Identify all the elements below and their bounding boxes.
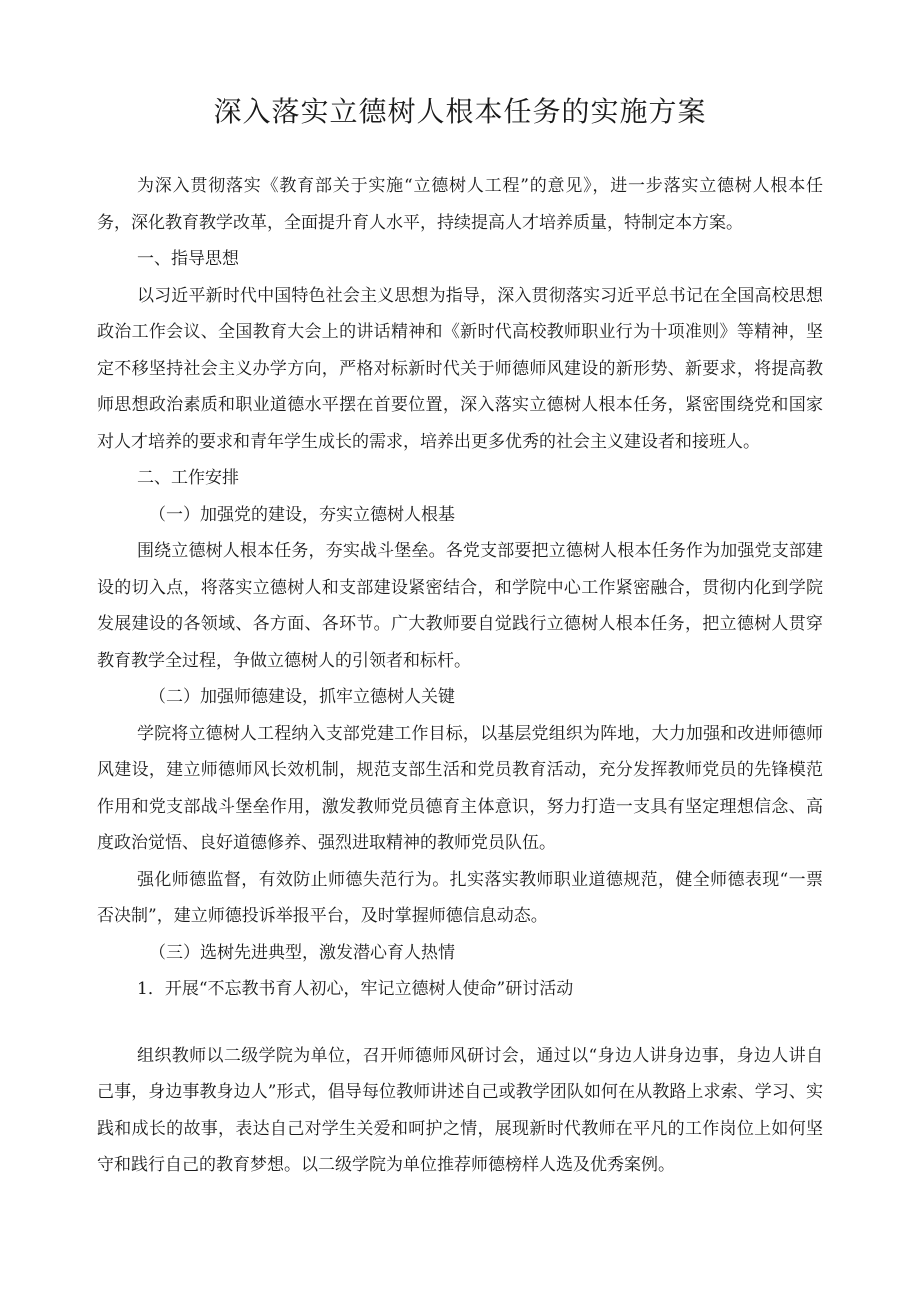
ethics-supervision-paragraph: 强化师德监督，有效防止师德失范行为。扎实落实教师职业道德规范，健全师德表现“一票否决制”，建立师德投诉举报平台，及时掌握师德信息动态。 (97, 869, 823, 926)
subsection-heading-teacher-ethics: （二）加强师德建设，抓牢立德树人关键 (149, 687, 455, 707)
seminar-activity-paragraph: 组织教师以二级学院为单位，召开师德师风研讨会，通过以“身边人讲身边事，身边人讲自己事，身边事教身边人”形式，倡导每位教师讲述自己或教学团队如何在从教路上求索、学习、实践和成长的故事，表达自己对学生关爱和呵护之情，展现新时代教师在平凡的工作岗位上如何坚守和践行自己的教育梦想。以二级学院为单位推荐师德榜样人选及优秀案例。 (97, 1045, 823, 1175)
section-heading-work-arrangement: 二、工作安排 (137, 468, 239, 488)
document-body (97, 168, 823, 1184)
guiding-ideology-paragraph: 以习近平新时代中国特色社会主义思想为指导，深入贯彻落实习近平总书记在全国高校思想政治工作会议、全国教育大会上的讲话精神和《新时代高校教师职业行为十项准则》等精神，坚定不移坚持社会主义办学方向，严格对标新时代关于师德师风建设的新形势、新要求，将提高教师思想政治素质和职业道德水平摆在首要位置，深入落实立德树人根本任务，紧密围绕党和国家对人才培养的要求和青年学生成长的需求，培养出更多优秀的社会主义建设者和接班人。 (97, 285, 823, 452)
intro-paragraph: 为深入贯彻落实《教育部关于实施“立德树人工程”的意见》，进一步落实立德树人根本任务，深化教育教学改革，全面提升育人水平，持续提高人才培养质量，特制定本方案。 (97, 176, 823, 233)
document-title: 深入落实立德树人根本任务的实施方案 (213, 95, 707, 128)
section-heading-guiding-ideology: 一、指导思想 (137, 249, 239, 269)
teacher-ethics-paragraph: 学院将立德树人工程纳入支部党建工作目标，以基层党组织为阵地，大力加强和改进师德师风建设，建立师德师风长效机制，规范支部生活和党员教育活动，充分发挥教师党员的先锋模范作用和党支部战斗堡垒作用，激发教师党员德育主体意识，努力打造一支具有坚定理想信念、高度政治觉悟、良好道德修养、强烈进取精神的教师党员队伍。 (97, 723, 823, 853)
item-heading-seminar-activity: 1．开展“不忘教书育人初心，牢记立德树人使命”研讨活动 (137, 979, 574, 999)
subsection-heading-party-building: （一）加强党的建设，夯实立德树人根基 (149, 504, 455, 525)
subsection-heading-role-models: （三）选树先进典型，激发潜心育人热情 (149, 942, 455, 963)
party-building-paragraph: 围绕立德树人根本任务，夯实战斗堡垒。各党支部要把立德树人根本任务作为加强党支部建设的切入点，将落实立德树人和支部建设紧密结合，和学院中心工作紧密融合，贯彻内化到学院发展建设的各领域、各方面、各环节。广大教师要自觉践行立德树人根本任务，把立德树人贯穿教育教学全过程，争做立德树人的引领者和标杆。 (97, 541, 823, 671)
